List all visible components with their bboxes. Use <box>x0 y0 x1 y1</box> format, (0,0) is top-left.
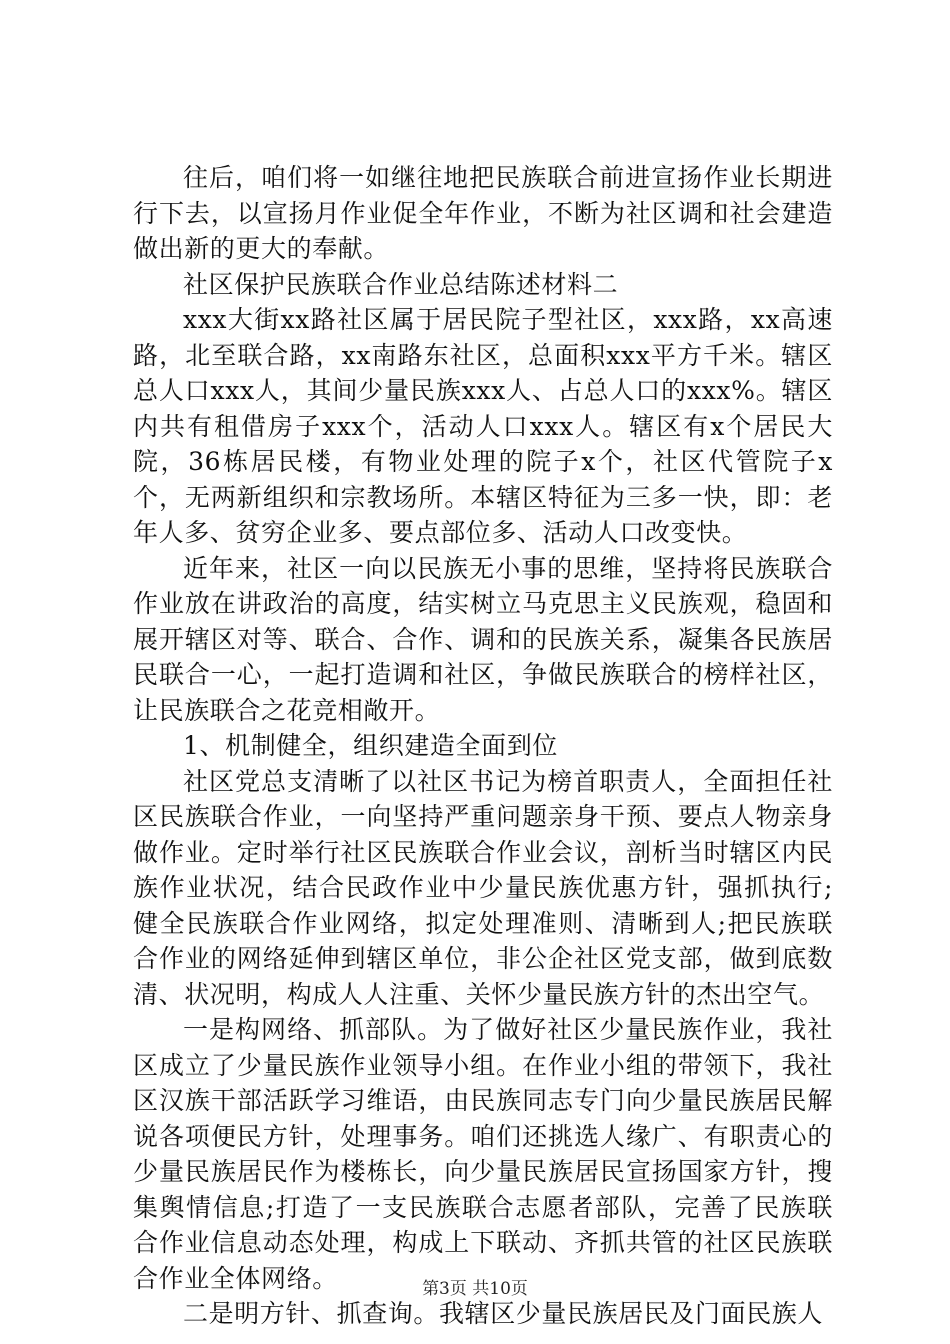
paragraph-mechanism: 社区党总支清晰了以社区书记为榜首职责人，全面担任社区民族联合作业，一向坚持严重问题亲身干预、要点人物亲身做作业。定时举行社区民族联合作业会议，剖析当时辖区内民族作业状况，结合民政作业中少量民族优惠方针，强抓执行;健全民族联合作业网络，拟定处理准则、清晰到人;把民族联合作业的网络延伸到辖区单位，非公企社区党支部，做到底数清、状况明，构成人人注重、关怀少量民族方针的杰出空气。 <box>133 766 833 1009</box>
paragraph-overview: xxx大街xx路社区属于居民院子型社区，xxx路，xx高速路，北至联合路，xx南路东社区，总面积xxx平方千米。辖区总人口xxx人，其间少量民族xxx人、占总人口的xxx%。辖区内共有租借房子xxx个，活动人口xxx人。辖区有x个居民大院，36栋居民楼，有物业处理的院子x个，社区代管院子x个，无两新组织和宗教场所。本辖区特征为三多一快，即：老年人多、贫穷企业多、要点部位多、活动人口改变快。 <box>133 305 833 547</box>
subheading-mechanism: 1、机制健全，组织建造全面到位 <box>183 731 558 760</box>
paragraph-closing: 往后，咱们将一如继往地把民族联合前进宣扬作业长期进行下去，以宣扬月作业促全年作业，不断为社区调和社会建造做出新的更大的奉献。 <box>133 163 833 263</box>
document-body <box>133 160 833 1332</box>
paragraph-network: 一是构网络、抓部队。为了做好社区少量民族作业，我社区成立了少量民族作业领导小组。在作业小组的带领下，我社区汉族干部活跃学习维语，由民族同志专门向少量民族居民解说各项便民方针，处理事务。咱们还挑选人缘广、有职责心的少量民族居民作为楼栋长，向少量民族居民宣扬国家方针，搜集舆情信息;打造了一支民族联合志愿者部队，完善了民族联合作业信息动态处理，构成上下联动、齐抓共管的社区民族联合作业全体网络。 <box>133 1015 833 1293</box>
paragraph-intro: 近年来，社区一向以民族无小事的思维，坚持将民族联合作业放在讲政治的高度，结实树立马克思主义民族观，稳固和展开辖区对等、联合、合作、调和的民族关系，凝集各民族居民联合一心，一起打造调和社区，争做民族联合的榜样社区，让民族联合之花竞相敞开。 <box>133 553 833 725</box>
section-title: 社区保护民族联合作业总结陈述材料二 <box>183 269 619 299</box>
paragraph-policy: 二是明方针、抓查询。我辖区少量民族居民及门面民族人 <box>183 1299 824 1328</box>
page-number-footer: 第3页 共10页 <box>422 1279 528 1299</box>
